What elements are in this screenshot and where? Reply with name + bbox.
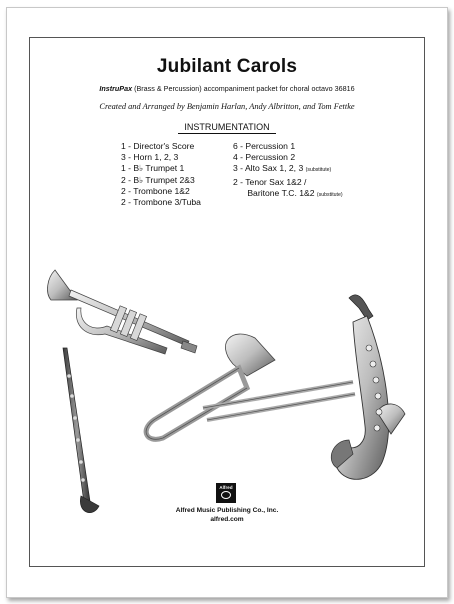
trumpet-illustration: [48, 270, 197, 354]
publisher-name: Alfred Music Publishing Co., Inc.: [175, 507, 279, 514]
publisher-website: alfred.com: [210, 516, 244, 523]
subtitle-brand: InstruPax: [99, 84, 133, 93]
instrument-line: Baritone T.C. 1&2 (substitute): [233, 187, 343, 198]
trombone-illustration: [146, 334, 355, 439]
substitute-note: (substitute): [305, 167, 332, 174]
instrumentation-heading: INSTRUMENTATION: [7, 122, 447, 132]
publisher-logo: Alfred: [216, 483, 236, 503]
credits: Created and Arranged by Benjamin Harlan, Andy Albritton, and Tom Fettke: [99, 102, 355, 111]
instrument-line: 3 - Horn 1, 2, 3: [121, 152, 179, 163]
instrument-line: 1 - Director's Score: [121, 141, 195, 151]
subtitle-text: (Brass & Percussion) accompaniment packet for choral octavo 36816: [132, 84, 355, 93]
instrument-line: 2 - Tenor Sax 1&2 /: [233, 176, 307, 187]
instrument-line: 6 - Percussion 1: [233, 141, 296, 151]
instrument-line: 2 - B♭ Trumpet 2&3: [121, 174, 195, 185]
sheet-music-cover: [6, 7, 448, 598]
instrument-line: 2 - Trombone 3/Tuba: [121, 197, 201, 208]
logo-mark: [221, 491, 231, 499]
instrument-line: 3 - Alto Sax 1, 2, 3 (substitute): [233, 163, 332, 174]
clarinet-illustration: [63, 348, 99, 513]
instrument-line: 1 - B♭ Trumpet 1: [121, 163, 185, 174]
saxophone-illustration: [331, 295, 405, 480]
instrument-line: 4 - Percussion 2: [233, 152, 296, 163]
title: Jubilant Carols: [156, 56, 298, 77]
instrument-line: 2 - Trombone 1&2: [121, 185, 190, 196]
substitute-note: (substitute): [316, 191, 343, 198]
